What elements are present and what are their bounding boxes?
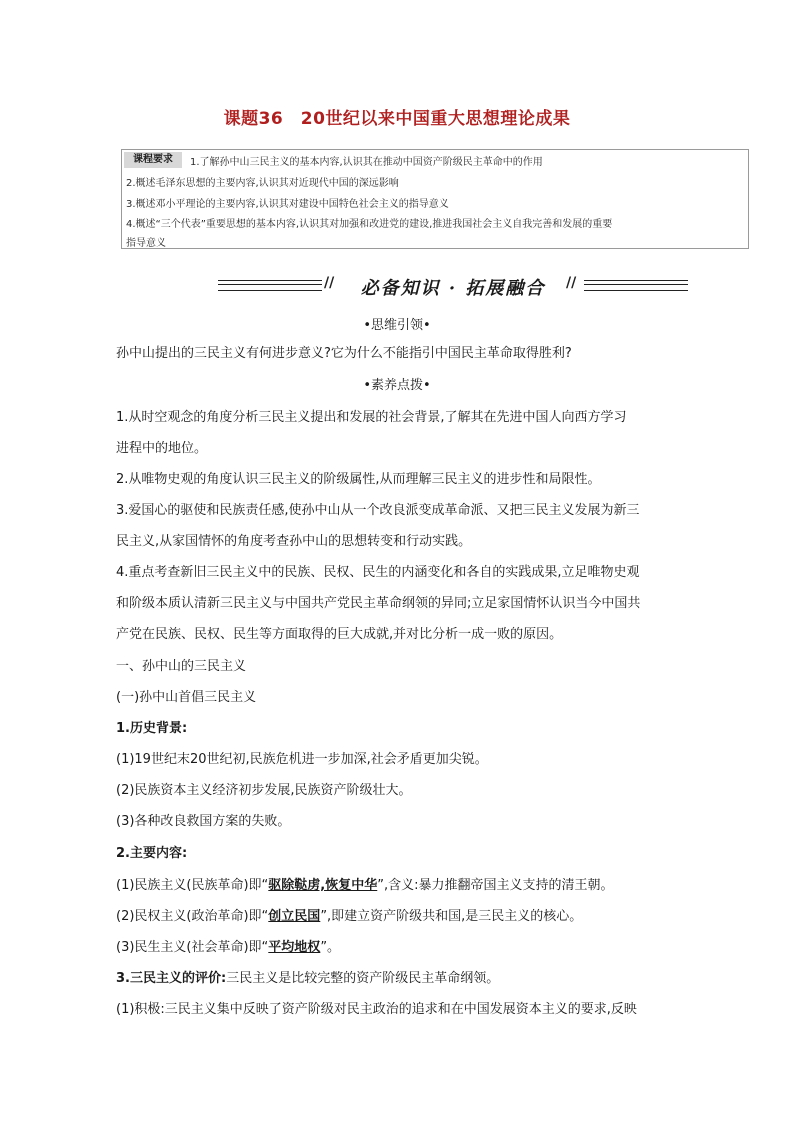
- literacy-line: 产党在民族、民权、民生等方面取得的巨大成就,并对比分析一成一败的原因。: [116, 627, 563, 642]
- key-phrase: 平均地权: [268, 940, 321, 955]
- subsection-heading: (一)孙中山首倡三民主义: [116, 690, 257, 705]
- banner-text: 必备知识 · 拓展融合: [360, 278, 546, 299]
- requirement-item: 2.概述毛泽东思想的主要内容,认识其对近现代中国的深远影响: [126, 178, 399, 189]
- main-content-heading: 2.主要内容:: [116, 846, 188, 861]
- item-suffix: ”,即建立资产阶级共和国,是三民主义的核心。: [320, 909, 583, 924]
- literacy-line: 3.爱国心的驱使和民族责任感,使孙中山从一个改良派变成革命派、又把三民主义发展为新三: [116, 503, 640, 518]
- section-heading: 一、孙中山的三民主义: [116, 659, 247, 674]
- banner-slash-left: //: [324, 275, 335, 291]
- literacy-heading: •素养点拨•: [363, 378, 431, 393]
- evaluation-line: [116, 967, 499, 986]
- background-item: (3)各种改良救国方案的失败。: [116, 814, 291, 829]
- evaluation-text: 三民主义是比较完整的资产阶级民主革命纲领。: [226, 971, 500, 986]
- literacy-line: 和阶级本质认清新三民主义与中国共产党民主革命纲领的异同;立足家国情怀认识当今中国共: [116, 596, 641, 611]
- banner-slash-right: //: [566, 275, 577, 291]
- requirement-item: 1.了解孙中山三民主义的基本内容,认识其在推动中国资产阶级民主革命中的作用: [190, 157, 543, 168]
- literacy-line: 4.重点考查新旧三民主义中的民族、民权、民生的内涵变化和各自的实践成果,立足唯物史观: [116, 565, 640, 580]
- banner-rule-right: [584, 280, 688, 291]
- literacy-line: 1.从时空观念的角度分析三民主义提出和发展的社会背景,了解其在先进中国人向西方学习: [116, 410, 627, 425]
- content-item-livelihood: [116, 936, 340, 955]
- banner-rule-left: [218, 280, 322, 291]
- thinking-question: 孙中山提出的三民主义有何进步意义?它为什么不能指引中国民主革命取得胜利?: [116, 346, 572, 361]
- key-phrase: 驱除鞑虏,恢复中华: [268, 878, 378, 893]
- course-requirements-box: [121, 149, 749, 249]
- evaluation-item: (1)积极:三民主义集中反映了资产阶级对民主政治的追求和在中国发展资本主义的要求,反映: [116, 1002, 637, 1017]
- content-item-nationalism: [116, 874, 614, 893]
- background-item: (2)民族资本主义经济初步发展,民族资产阶级壮大。: [116, 783, 412, 798]
- literacy-line: 进程中的地位。: [116, 441, 208, 456]
- content-item-democracy: [116, 905, 582, 924]
- key-phrase: 创立民国: [268, 909, 321, 924]
- literacy-line: 2.从唯物史观的角度认识三民主义的阶级属性,从而理解三民主义的进步性和局限性。: [116, 472, 601, 487]
- item-prefix: (3)民生主义(社会革命)即“: [116, 940, 269, 955]
- section-banner: [218, 274, 688, 299]
- requirement-item: 3.概述邓小平理论的主要内容,认识其对建设中国特色社会主义的指导意义: [126, 199, 449, 210]
- literacy-line: 民主义,从家国情怀的角度考查孙中山的思想转变和行动实践。: [116, 534, 472, 549]
- requirement-item: 4.概述“三个代表”重要思想的基本内容,认识其对加强和改进党的建设,推进我国社会主义自我完善和发展的重要: [126, 219, 613, 230]
- evaluation-heading: 3.三民主义的评价:: [116, 971, 227, 986]
- requirement-item: 指导意义: [126, 238, 166, 249]
- item-suffix: ”,含义:暴力推翻帝国主义支持的清王朝。: [377, 878, 614, 893]
- item-prefix: (2)民权主义(政治革命)即“: [116, 909, 269, 924]
- thinking-heading: •思维引领•: [363, 318, 431, 333]
- item-suffix: ”。: [320, 940, 341, 955]
- item-prefix: (1)民族主义(民族革命)即“: [116, 878, 269, 893]
- background-heading: 1.历史背景:: [116, 721, 188, 736]
- background-item: (1)19世纪末20世纪初,民族危机进一步加深,社会矛盾更加尖锐。: [116, 752, 488, 767]
- requirements-label: 课程要求: [124, 152, 182, 168]
- page-title: 课题36 20世纪以来中国重大思想理论成果: [223, 109, 571, 129]
